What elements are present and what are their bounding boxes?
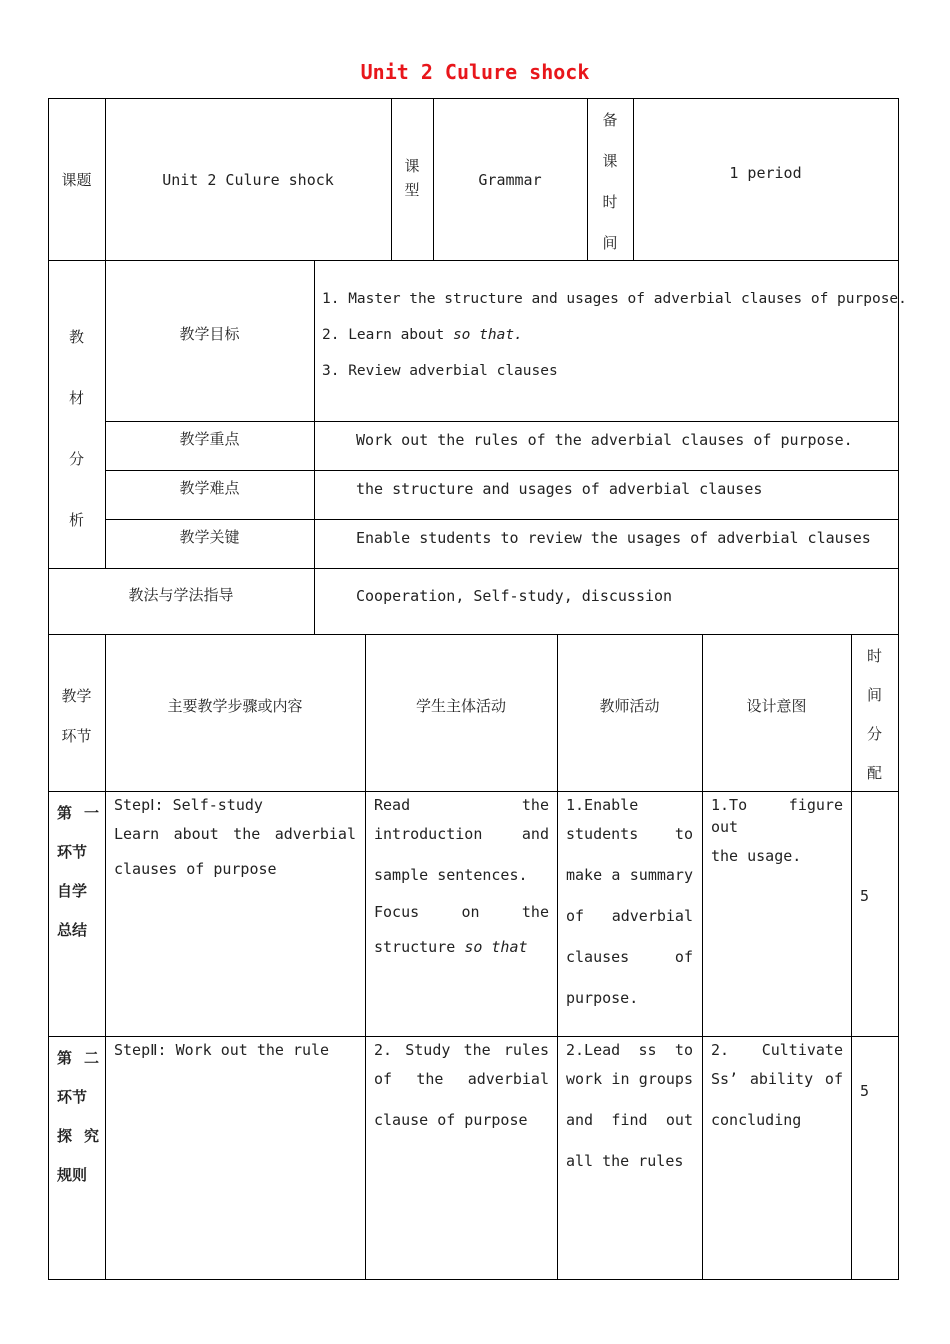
- table-rule: [105, 421, 899, 422]
- method-label: 教法与学法指导: [128, 586, 234, 604]
- type-label: 课 型: [404, 157, 420, 199]
- col-teacher-header: 教师活动: [599, 697, 660, 715]
- table-rule: [365, 634, 366, 1280]
- row1-section: 第 一 环节 自学 总结: [57, 804, 99, 939]
- table-rule: [314, 260, 315, 634]
- difficulty-value: the structure and usages of adverbial clauses: [356, 480, 763, 498]
- topic-value: Unit 2 Culure shock: [162, 171, 334, 189]
- col-time-header: 时 间 分 配: [866, 647, 882, 782]
- col-steps-header: 主要教学步骤或内容: [167, 697, 303, 715]
- col-section-header: 教学 环节: [61, 687, 92, 745]
- table-rule: [702, 634, 703, 1280]
- key-label: 教学关键: [179, 528, 240, 546]
- goal-item: 3. Review adverbial clauses: [322, 363, 558, 379]
- row1-time: 5: [860, 887, 870, 905]
- table-rule: [105, 519, 899, 520]
- row2-teacher-activity: 2.Lead ss to work in groups and find out all the rules: [566, 1041, 693, 1170]
- row2-time: 5: [860, 1082, 870, 1100]
- col-student-header: 学生主体活动: [415, 697, 506, 715]
- table-rule: [105, 634, 106, 1280]
- table-border-top: [48, 98, 899, 99]
- goal-item: 2. Learn about so that.: [322, 327, 523, 343]
- table-rule: [48, 1036, 899, 1037]
- goal-item: 1. Master the structure and usages of adverbial clauses of purpose.: [322, 291, 907, 307]
- focus-value: Work out the rules of the adverbial clauses of purpose.: [356, 431, 853, 449]
- table-rule: [48, 260, 899, 261]
- method-value: Cooperation, Self-study, discussion: [356, 587, 673, 605]
- difficulty-label: 教学难点: [179, 479, 240, 497]
- row1-design-intent: 1.To figure out the usage.: [711, 796, 843, 865]
- row2-section: 第 二 环节 探 究 规则: [57, 1049, 99, 1184]
- prep-time-label: 备 课 时 间: [602, 111, 618, 252]
- row1-steps: StepⅠ: Self-study Learn about the adverbial clauses of purpose: [114, 796, 356, 878]
- row2-design-intent: 2. Cultivate Ss’ ability of concluding: [711, 1041, 843, 1129]
- table-rule: [48, 568, 899, 569]
- document-title: Unit 2 Culure shock: [360, 60, 590, 84]
- focus-label: 教学重点: [179, 430, 240, 448]
- table-border-right: [898, 98, 899, 1280]
- row1-teacher-activity: 1.Enable students to make a summary of adverbial clauses of purpose.: [566, 796, 693, 1007]
- table-rule: [557, 634, 558, 1280]
- table-border-bottom: [48, 1279, 899, 1280]
- goals-label: 教学目标: [179, 325, 240, 343]
- row2-student-activity: 2. Study the rules of the adverbial clause of purpose: [374, 1041, 549, 1129]
- prep-time-value: 1 period: [729, 164, 802, 182]
- type-value: Grammar: [478, 171, 542, 189]
- row2-steps: StepⅡ: Work out the rule: [114, 1041, 330, 1059]
- table-rule: [48, 634, 899, 635]
- table-rule: [48, 791, 899, 792]
- row1-student-activity: Read the introduction and sample sentences. Focus on the structure so that: [374, 796, 549, 956]
- key-value: Enable students to review the usages of adverbial clauses: [356, 529, 871, 547]
- analysis-side-label: 教 材 分 析: [68, 328, 84, 529]
- table-rule: [105, 470, 899, 471]
- col-design-header: 设计意图: [746, 697, 807, 715]
- table-rule: [105, 260, 106, 568]
- topic-label: 课题: [61, 171, 92, 189]
